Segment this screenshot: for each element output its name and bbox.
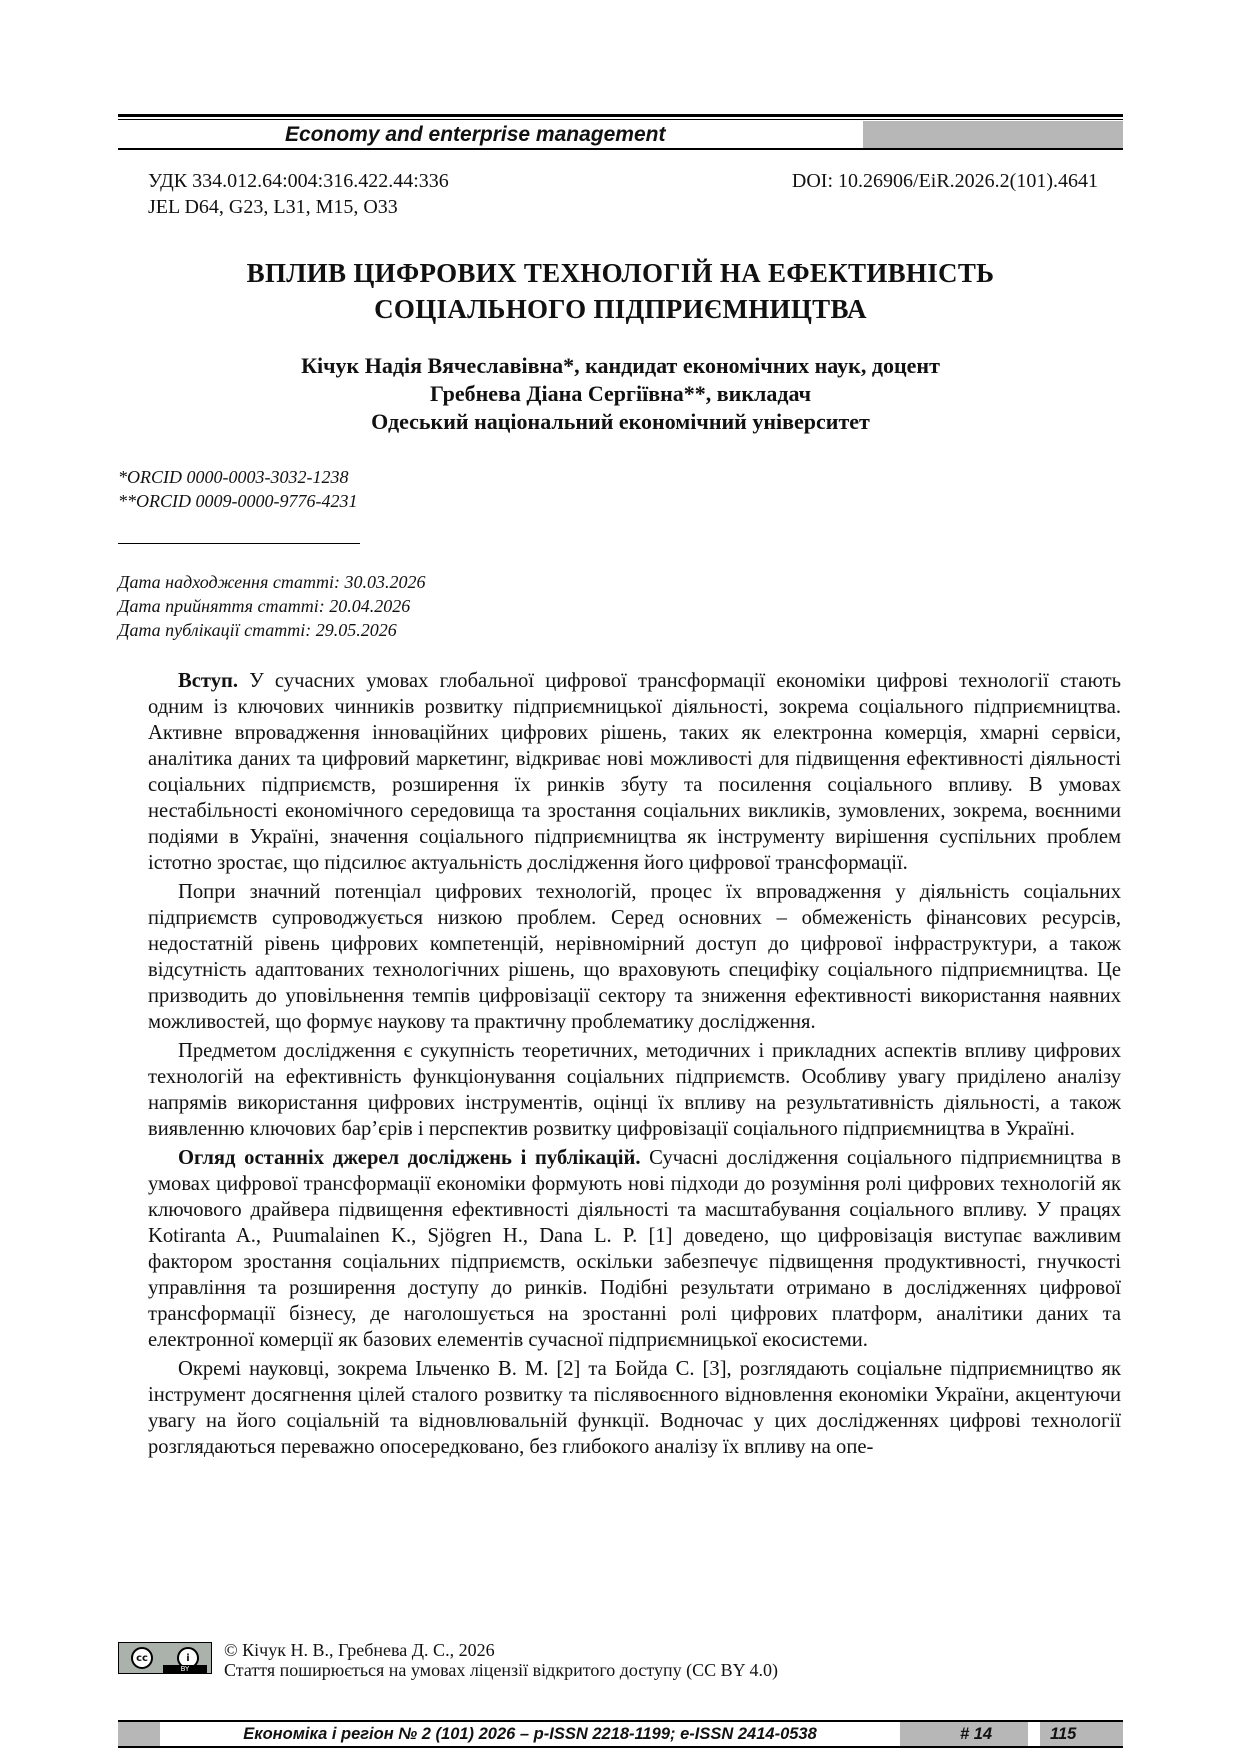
header-rule-bottom bbox=[118, 148, 1123, 150]
article-metadata bbox=[148, 168, 1098, 220]
running-footer bbox=[118, 1720, 1123, 1748]
attribution-person-icon: i bbox=[177, 1647, 199, 1669]
paragraph-literature-review bbox=[148, 1145, 1121, 1353]
header-rule-top bbox=[118, 114, 1123, 117]
paragraph-scholars: Окремі науковці, зокрема Ільченко В. М. [2] та Бойда С. [3], розглядають соціальне підприємництво як інструмент досягнення цілей сталого розвитку та післявоєнного відновлення економіки України, акцентуючи увагу на його соціальній та відновлювальній функції. Водночас у цих дослідженнях цифрові технології розглядаються переважно опосередковано, без глибокого аналізу їх впливу на опе- bbox=[148, 1358, 1121, 1458]
license-terms: Стаття поширюється на умовах ліцензії відкритого доступу (CC BY 4.0) bbox=[224, 1660, 778, 1680]
by-label: BY bbox=[163, 1665, 207, 1674]
journal-citation: Економіка і регіон № 2 (101) 2026 – p-ISSN 2218-1199; e-ISSN 2414-0538 bbox=[243, 1725, 817, 1743]
title-line-1: ВПЛИВ ЦИФРОВИХ ТЕХНОЛОГІЙ НА ЕФЕКТИВНІСТЬ bbox=[246, 258, 995, 288]
orcid-1[interactable]: *ORCID 0000-0003-3032-1238 bbox=[118, 467, 349, 487]
udc-code: УДК 334.012.64:004:316.422.44:336 bbox=[148, 170, 449, 192]
introduction-text: У сучасних умовах глобальної цифрової трансформації економіки цифрові технології стають одним із ключових чинників розвитку підприємницької діяльності, зокрема соціального підприємництва. Активне впровадження інноваційних цифрових рішень, таких як електронна комерція, хмарні сервіси, аналітика даних та цифровий маркетинг, відкриває нові можливості для підвищення ефективності діяльності соціальних підприємств, розширення їх ринків збуту та посилення соціального впливу. В умовах нестабільності економічного середовища та зростання соціальних викликів, зумовлених, зокрема, воєнними подіями в Україні, значення соціального підприємництва як інструменту вирішення суспільних проблем істотно зростає, що підсилює актуальність дослідження його цифрової трансформації. bbox=[148, 670, 1121, 874]
footnote-rule bbox=[118, 543, 360, 544]
running-header bbox=[118, 114, 1123, 150]
introduction-heading: Вступ. bbox=[178, 670, 239, 692]
license-block bbox=[118, 1642, 778, 1680]
paragraph-subject: Предметом дослідження є сукупність теоретичних, методичних і прикладних аспектів впливу цифрових технологій на ефективність функціонування соціальних підприємств. Особливу увагу приділено аналізу напрямів використання цифрових інструментів, оцінці їх впливу на результативність діяльності, а також виявленню ключових бар’єрів і перспектив розвитку цифровізації соціального підприємництва в Україні. bbox=[148, 1040, 1121, 1140]
paragraph-problems: Попри значний потенціал цифрових технологій, процес їх впровадження у діяльність соціальних підприємств супроводжується низкою проблем. Серед основних – обмеженість фінансових ресурсів, недостатній рівень цифрових компетенцій, нерівномірний доступ до цифрової інфраструктури, а також відсутність адаптованих технологічних рішень, що враховують специфіку соціального підприємництва. Це призводить до уповільнення темпів цифровізації сектору та зниження ефективності використання наявних можливостей, що формує наукову та практичну проблематику дослідження. bbox=[148, 881, 1121, 1033]
date-published: Дата публікації статті: 29.05.2026 bbox=[118, 620, 397, 640]
orcid-2[interactable]: **ORCID 0009-0000-9776-4231 bbox=[118, 491, 358, 511]
date-accepted: Дата прийняття статті: 20.04.2026 bbox=[118, 596, 411, 616]
section-title: Economy and enterprise management bbox=[118, 121, 863, 148]
license-text bbox=[224, 1640, 778, 1680]
doi[interactable]: DOI: 10.26906/EiR.2026.2(101).4641 bbox=[791, 170, 1098, 192]
literature-review-text: Сучасні дослідження соціального підприємництва в умовах цифрової трансформації економіки формують нові підходи до розуміння ролі цифрових технологій як ключового драйвера підвищення ефективності діяльності та масштабування соціального впливу. У працях Kotiranta A., Puumalainen K., Sjögren H., Dana L. P. [1] доведено, що цифровізація виступає важливим фактором зростання соціальних підприємств, оскільки забезпечує підвищення продуктивності, гнучкості управління та розширення доступу до ринків. Подібні результати отримано в дослідженнях цифрової трансформації бізнесу, де наголошується на зростанні ролі цифрових платформ, аналітики даних та електронної комерції як базових елементів сучасної підприємницької екосистеми. bbox=[148, 1147, 1121, 1351]
article-title bbox=[118, 255, 1123, 327]
title-line-2: СОЦІАЛЬНОГО ПІДПРИЄМНИЦТВА bbox=[374, 294, 867, 324]
issue-number: # 14 bbox=[956, 1722, 1028, 1746]
page-number: 115 bbox=[1040, 1722, 1123, 1746]
author-2: Гребнева Діана Сергіївна**, викладач bbox=[429, 381, 811, 406]
jel-codes: JEL D64, G23, L31, M15, O33 bbox=[148, 196, 398, 218]
article-dates bbox=[118, 570, 426, 642]
footer-gap bbox=[1028, 1722, 1040, 1746]
cc-by-icon[interactable] bbox=[118, 1642, 212, 1674]
author-block bbox=[118, 352, 1123, 436]
footer-band bbox=[118, 1722, 1123, 1746]
date-received: Дата надходження статті: 30.03.2026 bbox=[118, 572, 426, 592]
header-rule-thin bbox=[118, 119, 1123, 120]
header-band bbox=[118, 121, 1123, 148]
footer-shade-left bbox=[118, 1722, 160, 1746]
copyright-line: © Кічук Н. В., Гребнева Д. С., 2026 bbox=[224, 1640, 495, 1660]
article-body bbox=[148, 668, 1121, 1463]
footer-rule-bottom bbox=[118, 1746, 1123, 1748]
affiliation: Одеський національний економічний університет bbox=[371, 409, 870, 434]
cc-logo-icon: cc bbox=[131, 1647, 153, 1669]
footer-shade-mid bbox=[900, 1722, 956, 1746]
header-shade bbox=[863, 121, 1123, 148]
paragraph-introduction bbox=[148, 668, 1121, 876]
author-1: Кічук Надія Вячеславівна*, кандидат економічних наук, доцент bbox=[301, 353, 940, 378]
literature-review-heading: Огляд останніх джерел досліджень і публікацій. bbox=[178, 1147, 641, 1169]
orcid-block bbox=[118, 465, 357, 513]
